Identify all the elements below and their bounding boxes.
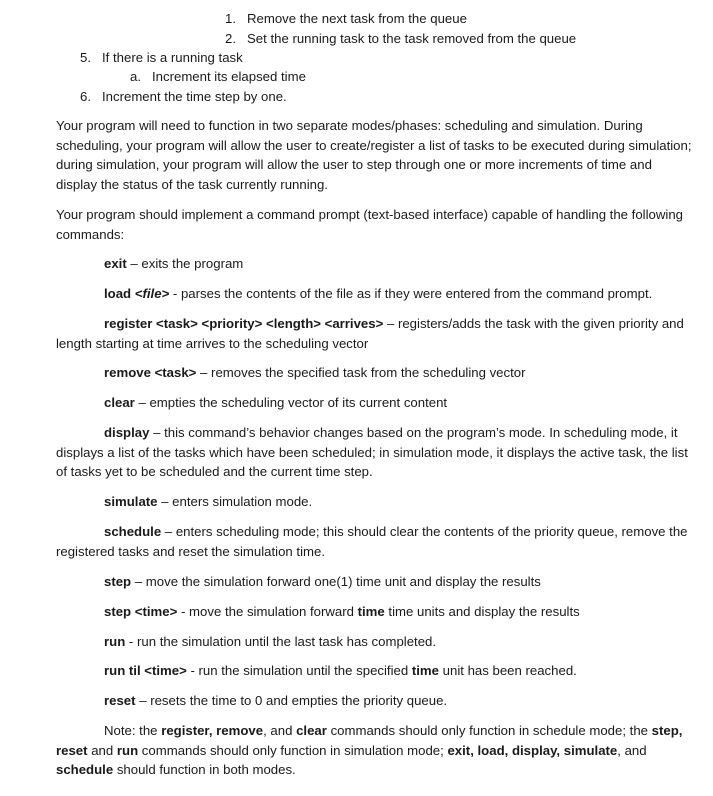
command-name: reset — [104, 693, 136, 708]
list-text: Increment its elapsed time — [152, 69, 306, 84]
list-item — [225, 9, 467, 28]
command-clear — [56, 393, 696, 413]
command-name: remove <task> — [104, 365, 197, 380]
command-run-til — [56, 661, 696, 681]
command-desc-bold: time — [411, 663, 439, 678]
list-marker: 1. — [225, 11, 236, 26]
list-text: Increment the time step by one. — [102, 89, 287, 104]
list-marker: 5. — [80, 50, 91, 65]
command-desc-bold: time — [357, 604, 385, 619]
command-name: run — [104, 634, 126, 649]
command-desc: – enters scheduling mode; this should clear the contents of the priority queue, remove the registered tasks and reset the simulation time. — [56, 524, 688, 559]
list-marker: 2. — [225, 31, 236, 46]
note-text: and — [87, 742, 117, 758]
list-item — [130, 67, 306, 86]
command-run — [56, 632, 696, 652]
command-desc: – this command’s behavior changes based on the program’s mode. In scheduling mode, it displays a list of the tasks which have been scheduled; in simulation mode, it displays the active task, the list of tasks yet to be scheduled and the current time step. — [56, 425, 688, 480]
command-arg: <file> — [134, 286, 170, 301]
command-step-time — [56, 602, 696, 622]
command-load — [56, 284, 696, 304]
note-bold: schedule — [56, 762, 114, 778]
list-marker: 6. — [80, 89, 91, 104]
command-desc: - run the simulation until the specified — [186, 663, 412, 678]
command-reset — [56, 691, 696, 711]
command-desc: – empties the scheduling vector of its current content — [134, 395, 448, 410]
command-desc: - run the simulation until the last task has completed. — [125, 634, 437, 649]
command-step — [56, 572, 696, 592]
note-text: , and — [263, 723, 297, 738]
note-text: commands should only function in schedule mode; the — [326, 723, 652, 738]
command-name: run til <time> — [104, 663, 187, 678]
note-bold: exit, load, display, simulate — [447, 742, 618, 758]
command-desc: – removes the specified task from the scheduling vector — [196, 365, 526, 380]
command-simulate — [56, 492, 696, 512]
command-desc: - parses the contents of the file as if they were entered from the command prompt. — [169, 286, 653, 301]
list-marker: a. — [130, 69, 141, 84]
command-desc: time units and display the results — [384, 604, 580, 619]
command-name: load — [104, 286, 135, 301]
list-text: Remove the next task from the queue — [247, 11, 467, 26]
command-name: simulate — [104, 494, 158, 509]
note-text: commands should only function in simulation mode; — [138, 742, 448, 758]
note-text: should function in both modes. — [113, 762, 296, 778]
command-desc: – registers/adds the task with the given priority and length starting at time arrives to the scheduling vector — [56, 316, 684, 351]
note-text: , and — [617, 742, 647, 758]
paragraph-commands-intro: Your program should implement a command prompt (text-based interface) capable of handling the following commands: — [56, 207, 683, 242]
command-name: step — [104, 574, 132, 589]
list-item — [80, 87, 287, 106]
list-text: If there is a running task — [102, 50, 243, 65]
command-display — [56, 423, 696, 482]
note-bold: clear — [296, 723, 327, 738]
command-desc: - move the simulation forward — [177, 604, 358, 619]
command-desc: – enters simulation mode. — [157, 494, 313, 509]
command-name: exit — [104, 256, 127, 271]
command-schedule — [56, 522, 696, 561]
command-name: display — [104, 425, 150, 440]
command-name: schedule — [104, 524, 162, 539]
command-desc: – exits the program — [126, 256, 244, 271]
command-exit — [56, 254, 696, 274]
list-item — [80, 48, 243, 67]
note-text: Note: the — [104, 723, 162, 738]
note-bold: run — [116, 742, 139, 758]
list-item — [225, 29, 576, 48]
note-bold: register, remove — [161, 723, 264, 738]
command-name: register <task> <priority> <length> <arrives> — [104, 316, 384, 331]
command-name: clear — [104, 395, 135, 410]
command-desc: – move the simulation forward one(1) time unit and display the results — [131, 574, 541, 589]
command-register — [56, 314, 696, 353]
paragraph-modes: Your program will need to function in two separate modes/phases: scheduling and simulation. During scheduling, your program will allow the user to create/register a list of tasks to be executed during simulation; during simulation, your program will allow the user to step through one or more increments of time and display the status of the task currently running. — [56, 118, 692, 192]
note-bold: step, reset — [56, 723, 683, 758]
command-remove — [56, 363, 696, 383]
list-text: Set the running task to the task removed from the queue — [247, 31, 577, 46]
command-desc: – resets the time to 0 and empties the priority queue. — [135, 693, 448, 708]
command-name: step <time> — [104, 604, 178, 619]
command-desc: unit has been reached. — [438, 663, 577, 678]
note-paragraph — [56, 721, 696, 780]
